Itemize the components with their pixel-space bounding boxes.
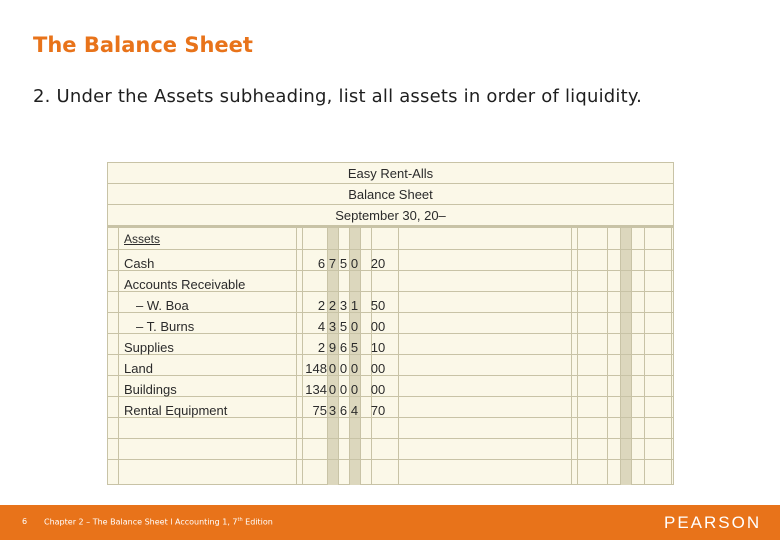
- digit: 5: [339, 256, 348, 271]
- digit: 0: [328, 382, 337, 397]
- col-line: [620, 228, 621, 485]
- row-label: – T. Burns: [136, 319, 195, 334]
- col-line: [360, 228, 361, 485]
- cents: 50: [370, 298, 386, 313]
- digit: 3: [328, 319, 337, 334]
- col-line: [398, 228, 399, 485]
- cents: 00: [370, 319, 386, 334]
- slide-subtitle: 2. Under the Assets subheading, list all assets in order of liquidity.: [33, 86, 643, 107]
- cents: 00: [370, 382, 386, 397]
- digit: 3: [339, 298, 348, 313]
- row-label: – W. Boa: [136, 298, 189, 313]
- col-line: [607, 228, 608, 485]
- col-line: [577, 228, 578, 485]
- cents: 00: [370, 361, 386, 376]
- digit: 75: [312, 403, 327, 418]
- digit: 9: [328, 340, 337, 355]
- col-line: [631, 228, 632, 485]
- col-line: [296, 228, 297, 485]
- col-line: [644, 228, 645, 485]
- cents: 20: [370, 256, 386, 271]
- col-line: [571, 228, 572, 485]
- slide-title: The Balance Sheet: [33, 33, 253, 57]
- report-name: Balance Sheet: [108, 184, 673, 205]
- shaded-column: [620, 228, 631, 485]
- digit: 3: [328, 403, 337, 418]
- cents: 70: [370, 403, 386, 418]
- cents: 10: [370, 340, 386, 355]
- balance-sheet-form: [107, 162, 674, 485]
- footer-caption-text: Chapter 2 – The Balance Sheet l Accounting 1, 7: [44, 517, 238, 527]
- row-line: [108, 438, 673, 439]
- digit: 7: [328, 256, 337, 271]
- digit: 0: [339, 361, 348, 376]
- digit: 148: [305, 361, 327, 376]
- assets-heading: Assets: [124, 232, 161, 246]
- digit: 2: [328, 298, 337, 313]
- report-date: September 30, 20–: [108, 205, 673, 226]
- footer-bar: [0, 505, 780, 540]
- digit: 6: [317, 256, 326, 271]
- digit: 2: [317, 298, 326, 313]
- digit: 4: [350, 403, 359, 418]
- footer-caption-sup: th: [237, 517, 243, 523]
- page-number: 6: [22, 517, 28, 526]
- footer-caption-end: Edition: [242, 517, 273, 527]
- row-label: Cash: [124, 256, 155, 271]
- col-line: [118, 228, 119, 485]
- digit: 0: [339, 382, 348, 397]
- row-line: [108, 459, 673, 460]
- digit: 6: [339, 403, 348, 418]
- digit: 0: [350, 256, 359, 271]
- digit: 0: [328, 361, 337, 376]
- digit: 0: [350, 319, 359, 334]
- row-label: Accounts Receivable: [124, 277, 246, 292]
- digit: 134: [305, 382, 327, 397]
- row-label: Rental Equipment: [124, 403, 228, 418]
- col-line: [671, 228, 672, 485]
- digit: 0: [350, 382, 359, 397]
- digit: 2: [317, 340, 326, 355]
- row-label: Supplies: [124, 340, 174, 355]
- digit: 5: [339, 319, 348, 334]
- row-label: Land: [124, 361, 153, 376]
- row-label: Buildings: [124, 382, 177, 397]
- digit: 4: [317, 319, 326, 334]
- digit: 1: [350, 298, 359, 313]
- col-line: [302, 228, 303, 485]
- header-divider: [108, 226, 673, 228]
- company-name: Easy Rent-Alls: [108, 163, 673, 184]
- digit: 6: [339, 340, 348, 355]
- digit: 0: [350, 361, 359, 376]
- publisher-logo: PEARSON: [664, 513, 762, 532]
- digit: 5: [350, 340, 359, 355]
- footer-caption: [44, 517, 273, 527]
- row-line: [108, 249, 673, 250]
